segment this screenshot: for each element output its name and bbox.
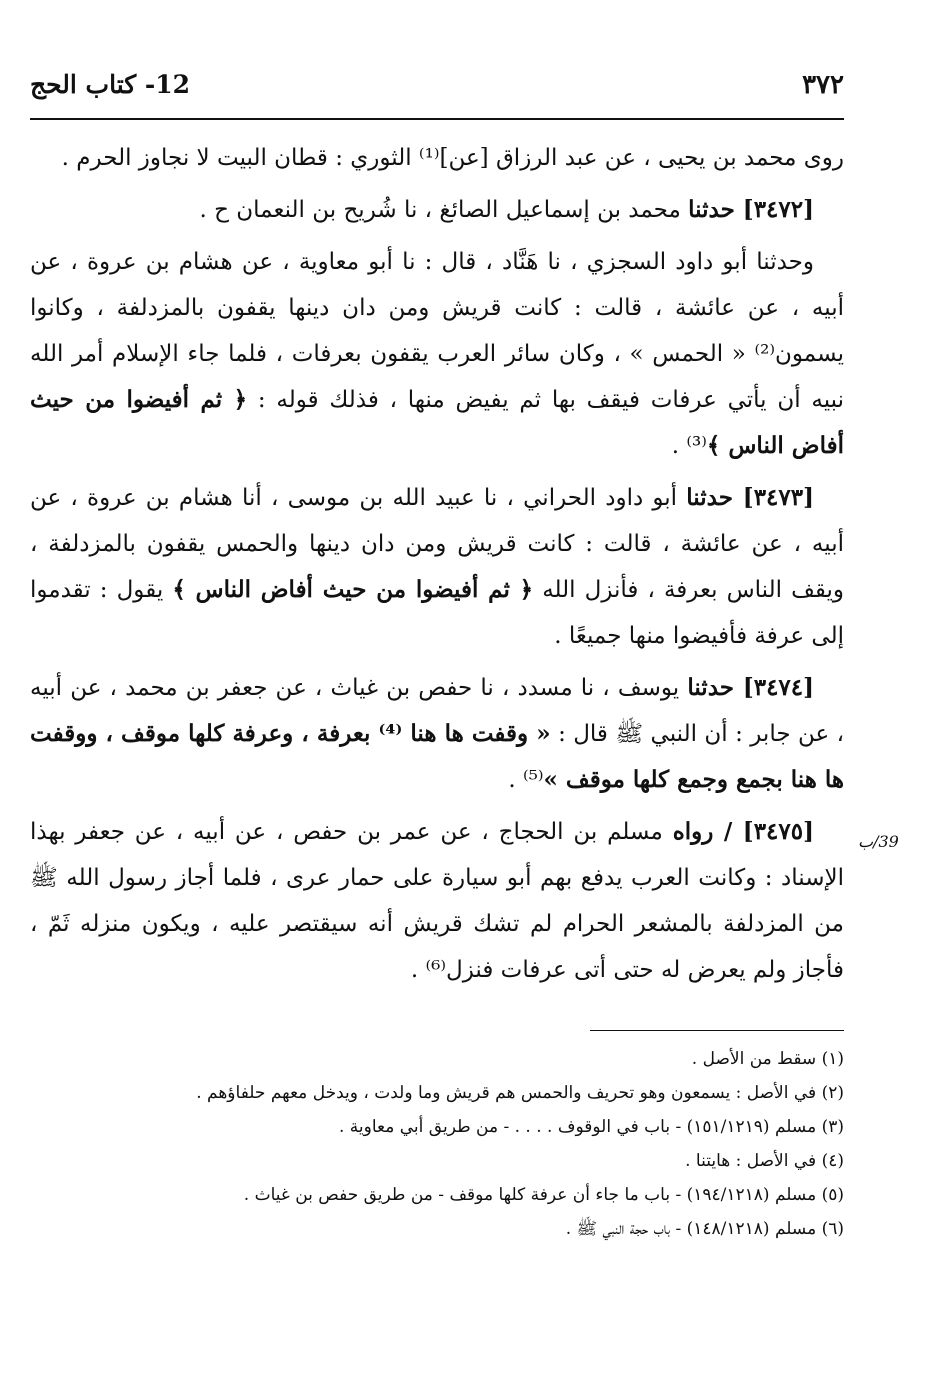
paragraph-text: أبو داود الحراني ، نا عبيد الله بن موسى ، أنا هشام بن عروة ، عن أبيه ، عن عائشة ، قالت : كانت قريش ومن دان دينها والحمس يقفون بالمزدلفة ، ويقف الناس بعرفة ، فأنزل الله [30, 485, 845, 603]
hadith-quote: « وقفت ها هنا ⁽⁴⁾ بعرفة ، وعرفة كلها موقف ، ووقفت ها هنا بجمع وجمع كلها موقف » [30, 720, 844, 793]
paragraph-tail: ⁽⁵⁾ . [508, 767, 544, 793]
header-rule [30, 118, 844, 120]
quran-quote: ﴿ ثم أفيضوا من حيث أفاض الناس ﴾ [30, 386, 844, 459]
paragraph-tail: يقول : تقدموا إلى عرفة فأفيضوا منها جميعًا . [30, 577, 844, 649]
paragraph-text: وحدثنا أبو داود السجزي ، نا هَنَّاد ، قال : نا أبو معاوية ، عن هشام بن عروة ، عن أبيه ، عن عائشة ، قالت : كانت قريش ومن دان دينها يقفون بالمزدلفة ، وكانوا يسمون⁽²⁾ « الحمس » ، وكان سائر العرب يقفون بعرفات ، فلما جاء الإسلام أمر الله نبيه أن يأتي عرفات فيقف بها ثم يفيض منها ، فذلك قوله : [30, 249, 844, 413]
paragraph [30, 239, 844, 469]
hadith-lead: [٣٤٧٤] حدثنا [687, 674, 815, 701]
running-head [30, 66, 844, 116]
hadith-lead: [٣٤٧٥] / رواه [672, 818, 815, 845]
paragraph-text: مسلم بن الحجاج ، عن عمر بن حفص ، عن أبيه ، عن جعفر بهذا الإسناد : وكانت العرب يدفع بهم أبو سيارة على حمار عرى ، فلما أجاز رسول الله ﷺ من المزدلفة بالمشعر الحرام لم تشك قريش أنه سيقتصر عليه ، ويكون منزله ثَمّ ، فأجاز ولم يعرض له حتى أتى عرفات فنزل⁽⁶⁾ . [30, 819, 844, 983]
hadith-paragraph [30, 187, 844, 233]
page-number: ٣٧٢ [802, 70, 844, 100]
footnote: (٣) مسلم (١٥١/١٢١٩) - باب في الوقوف . . . . - من طريق أبي معاوية . [339, 1117, 844, 1137]
footnote: (٢) في الأصل : يسمعون وهو تحريف والحمس هم قريش وما ولدت ، ويدخل معهم حلفاؤهم . [196, 1083, 844, 1103]
footnote-rule [590, 1030, 844, 1031]
paragraph-text: محمد بن إسماعيل الصائغ ، نا شُريح بن النعمان ح . [199, 197, 681, 223]
hadith-paragraph [30, 809, 844, 993]
footnotes [30, 1042, 844, 1246]
margin-folio-note: 39/ب [858, 832, 899, 851]
main-text [30, 135, 844, 999]
hadith-paragraph [30, 475, 844, 659]
chapter-title: 12- كتاب الحج [30, 70, 191, 99]
footnote: (٦) مسلم (١٤٨/١٢١٨) - باب حجة النبي ﷺ . [565, 1219, 844, 1239]
quran-quote: ﴿ ثم أفيضوا من حيث أفاض الناس ﴾ [172, 576, 534, 603]
hadith-lead: [٣٤٧٢] حدثنا [688, 196, 814, 223]
footnote: (٥) مسلم (١٩٤/١٢١٨) - باب ما جاء أن عرفة كلها موقف - من طريق حفص بن غياث . [243, 1185, 844, 1205]
paragraph [30, 135, 844, 181]
paragraph-tail: ⁽³⁾ . [671, 433, 707, 459]
paragraph-text: روى محمد بن يحيى ، عن عبد الرزاق [عن]⁽¹⁾ الثوري : قطان البيت لا نجاوز الحرم . [61, 145, 844, 171]
footnote: (٤) في الأصل : هايتنا . [685, 1151, 844, 1171]
hadith-lead: [٣٤٧٣] حدثنا [686, 484, 815, 511]
paragraph-text: يوسف ، نا مسدد ، نا حفص بن غياث ، عن جعفر بن محمد ، عن أبيه ، عن جابر : أن النبي ﷺ قال : [30, 675, 845, 747]
hadith-paragraph [30, 665, 844, 803]
footnote: (١) سقط من الأصل . [691, 1049, 844, 1069]
